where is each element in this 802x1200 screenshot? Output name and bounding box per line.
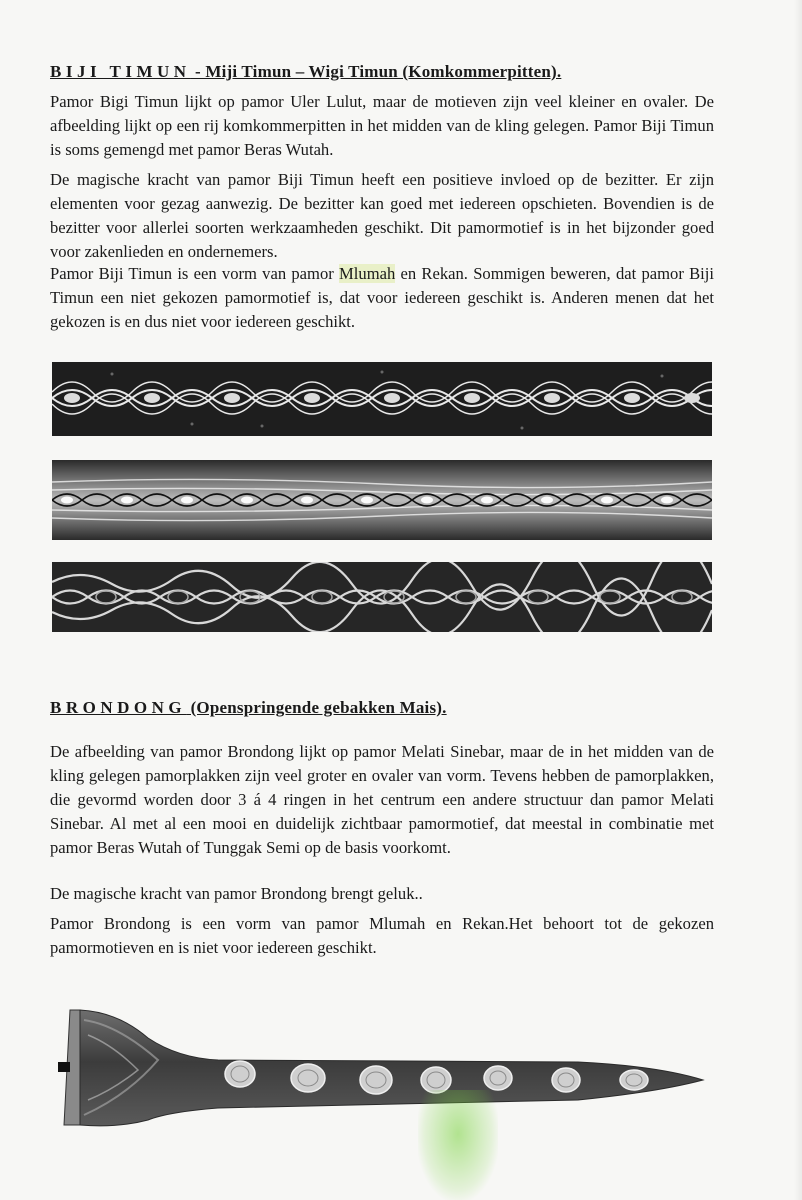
section-heading-biji-timun [50, 62, 561, 82]
pamor-pattern-image-1 [52, 362, 712, 436]
pamor-pattern-image-3 [52, 562, 712, 632]
heading-keyword: BRONDONG [50, 698, 187, 717]
paragraph: Pamor Bigi Timun lijkt op pamor Uler Lulut, maar de motieven zijn veel kleiner en ovaler. De afbeelding lijkt op een rij komkommerpitten in het midden van de kling gelegen. Pamor Biji Timun is soms gemengd met pamor Beras Wutah. [50, 92, 714, 159]
green-stain-mark [418, 1090, 498, 1200]
text-run: en Rekan. Sommigen beweren, dat pamor Biji Timun een niet gekozen pamormotief is, dat voor iedereen geschikt is. Anderen menen dat het gekozen is en dus niet voor iedereen geschikt. [50, 264, 715, 331]
text-run: Pamor Biji Timun is een vorm van pamor [50, 264, 340, 283]
paragraph: De afbeelding van pamor Brondong lijkt op pamor Melati Sinebar, maar de in het midden van de kling gelegen pamorplakken zijn veel groter en ovaler van vorm. Tevens hebben de pamorplakken, die gevormd worden door 3 á 4 ringen in het centrum een andere structuur dan pamor Melati Sinebar. Al met al een mooi en duidelijk zichtbaar pamormotief, dat meestal in combinatie met pamor Beras Wutah of Tunggak Semi op de basis voorkomt. [50, 742, 714, 857]
pamor-pattern-image-2 [52, 460, 712, 540]
heading-keyword: BIJI TIMUN [50, 62, 191, 81]
paragraph: De magische kracht van pamor Brondong brengt geluk.. [50, 884, 423, 903]
paragraph: Pamor Brondong is een vorm van pamor Mlumah en Rekan.Het behoort tot de gekozen pamormotieven en is niet voor iedereen geschikt. [50, 914, 714, 957]
scan-shadow [794, 0, 802, 1200]
kris-blade-image [58, 1000, 708, 1130]
highlighted-text: Mlumah [339, 264, 396, 283]
paragraph [50, 262, 714, 334]
heading-subtitle: (Openspringende gebakken Mais). [186, 698, 447, 717]
paragraph: De magische kracht van pamor Biji Timun heeft een positieve invloed op de bezitter. Er zijn elementen voor gezag aanwezig. De bezitter kan goed met iedereen opschieten. Bovendien is de bezitter voor allerlei soorten werkzaamheden geschikt. Dit pamormotief is in het bijzonder goed voor zakenlieden en ondernemers. [50, 170, 714, 261]
heading-subtitle: - Miji Timun – Wigi Timun (Komkommerpitten). [190, 62, 562, 81]
section-heading-brondong [50, 698, 447, 718]
